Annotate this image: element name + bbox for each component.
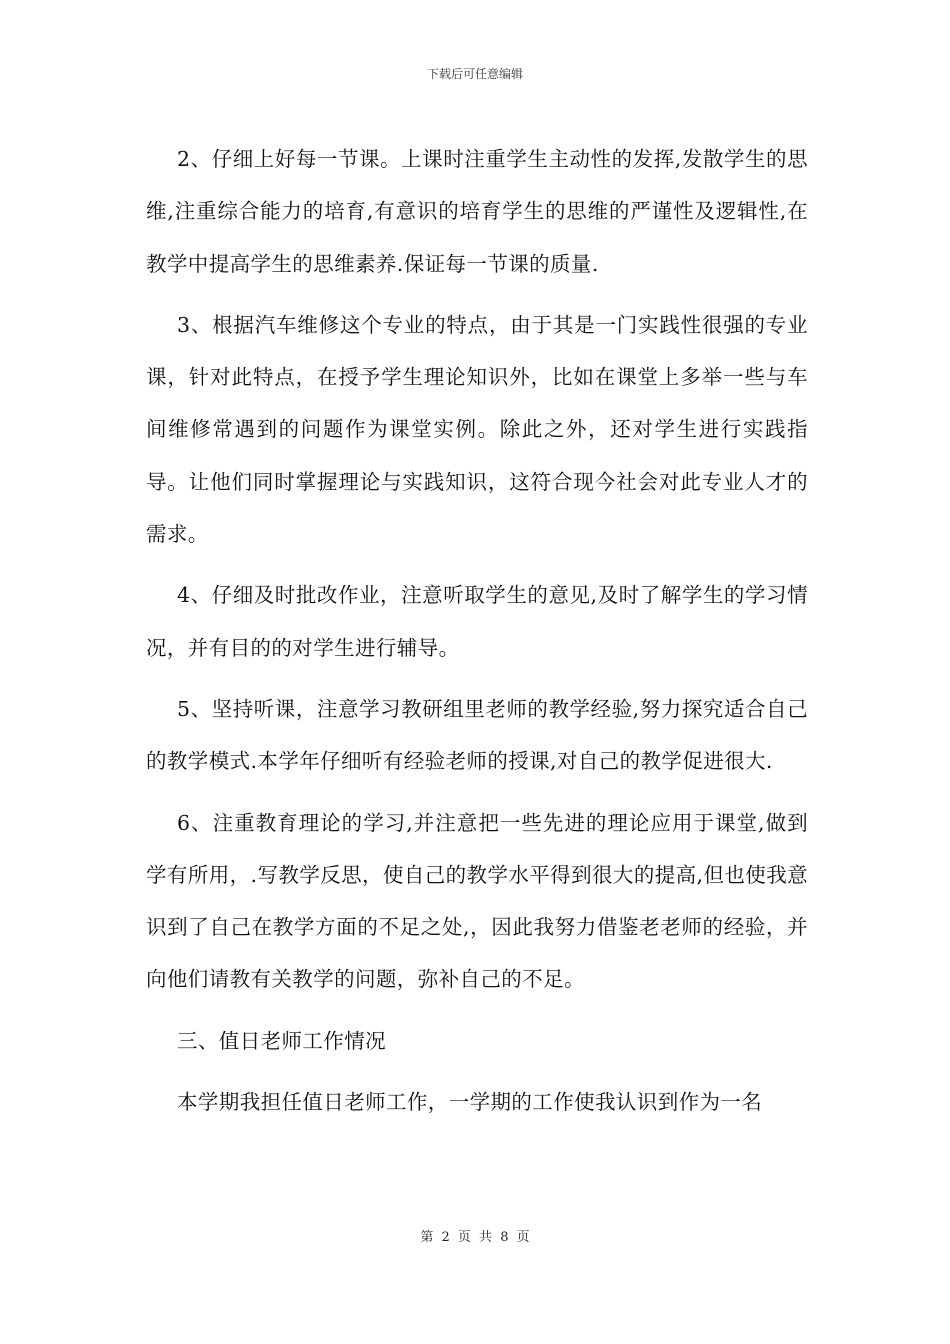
paragraph-duty-teacher: 本学期我担任值日老师工作，一学期的工作使我认识到作为一名: [177, 1090, 763, 1115]
paragraph-item-2: 2、仔细上好每一节课。上课时注重学生主动性的发挥,发散学生的思维,注重综合能力的培育,有意识的培育学生的思维的严谨性及逻辑性,在教学中提高学生的思维素养.保证每一节课的质量.: [146, 147, 808, 276]
paragraph-item-6: 6、注重教育理论的学习,并注意把一些先进的理论应用于课堂,做到学有所用，.写教学反思，使自己的教学水平得到很大的提高,但也使我意识到了自己在教学方面的不足之处,，因此我努力借鉴老老师的经验，并向他们请教有关教学的问题，弥补自己的不足。: [146, 810, 808, 992]
section-heading: 三、值日老师工作情况: [177, 1028, 386, 1053]
paragraph-item-5: 5、坚持听课，注意学习教研组里老师的教学经验,努力探究适合自己的教学模式.本学年仔细听有经验老师的授课,对自己的教学促进很大.: [146, 696, 808, 774]
page-header: 下载后可任意编辑: [426, 67, 523, 81]
paragraph-item-4: 4、仔细及时批改作业，注意听取学生的意见,及时了解学生的学习情况，并有目的的对学生进行辅导。: [146, 583, 808, 660]
paragraph-item-3: 3、根据汽车维修这个专业的特点，由于其是一门实践性很强的专业课，针对此特点，在授予学生理论知识外，比如在课堂上多举一些与车间维修常遇到的问题作为课堂实例。除此之外，还对学生进行实践指导。让他们同时掌握理论与实践知识，这符合现今社会对此专业人才的需求。: [146, 312, 808, 547]
document-body: [146, 133, 808, 1137]
page-number-footer: 第 2 页 共 8 页: [420, 1230, 530, 1245]
